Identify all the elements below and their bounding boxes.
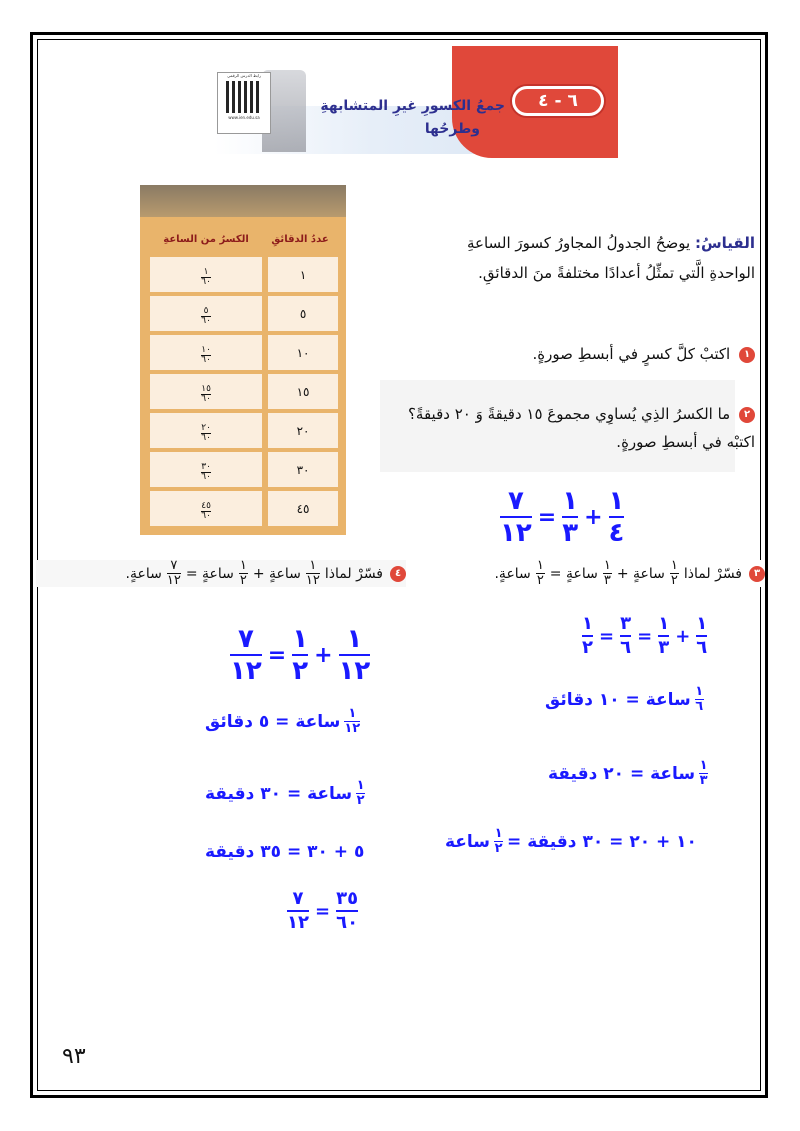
qr-caption: رابط الدرس الرقمي bbox=[227, 73, 261, 78]
q4-l4-frac1: ٧ ١٢ bbox=[287, 888, 309, 933]
table-row bbox=[150, 257, 338, 292]
q3-eq-frac1: ١ ٢ bbox=[582, 613, 593, 658]
q4-text-c: ساعةٍ = bbox=[185, 565, 234, 582]
hour-fraction: $\frac{٥}{٦٠}$ bbox=[201, 305, 211, 326]
q4-answer-line3 bbox=[205, 842, 364, 862]
lesson-title-line2: وطرحُها bbox=[424, 121, 480, 137]
table-row bbox=[150, 491, 338, 526]
hour-fraction: $\frac{٢٠}{٦٠}$ bbox=[201, 422, 211, 443]
minutes-cell: ١٥ bbox=[262, 374, 338, 409]
q3-l3-post: ساعة bbox=[445, 831, 491, 852]
minutes-cell: ٣٠ bbox=[262, 452, 338, 487]
q1-number-badge: ١ bbox=[739, 347, 755, 363]
q4-text-b: ساعةٍ + bbox=[252, 565, 301, 582]
q4-eq-frac2: ١ ٢ bbox=[292, 624, 309, 686]
q3-frac-1-3: ١ ٣ bbox=[603, 558, 611, 588]
lesson-title-line1: جمعُ الكسورِ غيرِ المتشابهةِ bbox=[320, 98, 505, 114]
q4-answer-line1 bbox=[205, 708, 362, 735]
q4-l2-text: ساعة = ٣٠ دقيقة bbox=[205, 783, 353, 804]
table-row bbox=[150, 413, 338, 448]
question-2 bbox=[395, 400, 755, 456]
fraction-cell bbox=[150, 296, 262, 331]
fraction-cell bbox=[150, 374, 262, 409]
question-4 bbox=[36, 560, 406, 587]
page-number: ٩٣ bbox=[62, 1044, 86, 1069]
lesson-number-badge: ٦ - ٤ bbox=[512, 86, 604, 116]
q3-l2-text: ساعة = ٢٠ دقيقة bbox=[548, 763, 696, 784]
question-1 bbox=[470, 340, 755, 368]
q3-eq-frac3: ١ ٣ bbox=[658, 613, 670, 658]
minutes-cell: ١٠ bbox=[262, 335, 338, 370]
q3-number-badge: ٣ bbox=[749, 566, 765, 582]
minutes-cell: ٤٥ bbox=[262, 491, 338, 526]
hour-fraction: $\frac{١}{٦٠}$ bbox=[201, 266, 211, 287]
q4-l1-text: ساعة = ٥ دقائق bbox=[205, 711, 341, 732]
q3-l3-frac: ١ ٢ bbox=[494, 826, 503, 856]
question-3 bbox=[395, 560, 765, 587]
q4-frac-1-2: ١ ٢ bbox=[239, 558, 247, 588]
q3-l3-pre: ١٠ + ٢٠ = ٣٠ دقيقة = bbox=[507, 831, 697, 852]
intro-keyword: القياسُ: bbox=[694, 234, 755, 252]
q4-number-badge: ٤ bbox=[390, 566, 406, 582]
hour-fraction: $\frac{١٥}{٦٠}$ bbox=[201, 383, 211, 404]
q2-frac-1-3: ١ ٣ bbox=[562, 486, 579, 548]
q3-frac-1-2: ١ ٢ bbox=[670, 558, 678, 588]
minutes-cell: ١ bbox=[262, 257, 338, 292]
q3-l1-frac: ١ ٦ bbox=[695, 684, 704, 714]
q4-eq-frac3: ١ ١٢ bbox=[338, 624, 371, 686]
hour-fraction: $\frac{٣٠}{٦٠}$ bbox=[201, 461, 211, 482]
hour-fraction: $\frac{١٠}{٦٠}$ bbox=[201, 344, 211, 365]
q2-text: ما الكسرُ الذِي يُساوِي مجموعَ ١٥ دقيقةً وَ ٢٠ دقيقةً؟ اكتبْه في أبسطِ صورةٍ. bbox=[407, 405, 755, 451]
q3-answer-line2 bbox=[548, 760, 710, 787]
col-fraction-header: الكسرُ من الساعةِ bbox=[150, 225, 262, 253]
q4-answer-equation: ٧ ١٢ = ١ ٢ + ١ ١٢ bbox=[230, 624, 371, 686]
q3-eq-frac4: ١ ٦ bbox=[696, 613, 708, 658]
q2-frac-7-12: ٧ ١٢ bbox=[500, 486, 532, 548]
q3-text-c: ساعةٍ = bbox=[549, 565, 598, 582]
fraction-cell bbox=[150, 335, 262, 370]
minutes-table bbox=[150, 221, 338, 530]
q2-answer-equation: ٧ ١٢ = ١ ٣ + ١ ٤ bbox=[500, 486, 625, 548]
q3-text-d: ساعةٍ. bbox=[494, 565, 531, 582]
table-row bbox=[150, 452, 338, 487]
lesson-title bbox=[300, 95, 505, 141]
q2-frac-1-4: ١ ٤ bbox=[608, 486, 625, 548]
qr-card[interactable] bbox=[217, 72, 271, 134]
q4-l4-frac2: ٣٥ ٦٠ bbox=[336, 888, 359, 933]
q3-frac-1-2b: ١ ٢ bbox=[536, 558, 544, 588]
hour-fraction: $\frac{٤٥}{٦٠}$ bbox=[201, 500, 211, 521]
table-row bbox=[150, 374, 338, 409]
q3-answer-line1 bbox=[545, 686, 706, 713]
q4-text-a: فسّرْ لماذا bbox=[324, 565, 383, 582]
q4-l2-frac: ١ ٢ bbox=[356, 778, 365, 808]
q3-answer-line3 bbox=[445, 828, 697, 855]
table-row bbox=[150, 335, 338, 370]
intro-text: يوضحُ الجدولُ المجاورُ كسورَ الساعةِ الواحدةِ الَّتي تمثِّلُ أعدادًا مختلفةً منَ الدقائقِ. bbox=[466, 234, 755, 282]
table-header-image bbox=[140, 185, 346, 217]
table-row bbox=[150, 296, 338, 331]
minutes-table-panel bbox=[140, 185, 346, 535]
q4-l3-text: ٥ + ٣٠ = ٣٥ دقيقة bbox=[205, 842, 365, 862]
q4-answer-line2 bbox=[205, 780, 367, 807]
q4-answer-line4: ٧ ١٢ = ٣٥ ٦٠ bbox=[287, 888, 359, 933]
col-minutes-header: عددُ الدقائقِ bbox=[262, 225, 338, 253]
q3-l2-frac: ١ ٣ bbox=[699, 758, 708, 788]
q4-eq-frac1: ٧ ١٢ bbox=[230, 624, 262, 686]
q3-l1-text: ساعة = ١٠ دقائق bbox=[545, 689, 691, 710]
q4-text-d: ساعةٍ. bbox=[125, 565, 162, 582]
minutes-cell: ٢٠ bbox=[262, 413, 338, 448]
fraction-cell bbox=[150, 257, 262, 292]
q3-eq-frac2: ٣ ٦ bbox=[620, 613, 632, 658]
qr-url: www.ien.edu.sa bbox=[228, 115, 260, 120]
q4-frac-1-12: ١ ١٢ bbox=[305, 558, 320, 588]
qr-code-icon bbox=[226, 81, 262, 113]
minutes-cell: ٥ bbox=[262, 296, 338, 331]
q3-answer-equation: ١ ٢ = ٣ ٦ = ١ ٣ + ١ ٦ bbox=[582, 613, 708, 658]
q3-text-a: فسّرْ لماذا bbox=[683, 565, 742, 582]
q2-number-badge: ٢ bbox=[739, 407, 755, 423]
q4-frac-7-12: ٧ ١٢ bbox=[166, 558, 181, 588]
fraction-cell bbox=[150, 491, 262, 526]
fraction-cell bbox=[150, 452, 262, 487]
q4-l1-frac: ١ ١٢ bbox=[344, 706, 361, 736]
q1-text: اكتبْ كلَّ كسرٍ في أبسطِ صورةٍ. bbox=[532, 345, 731, 363]
fraction-cell bbox=[150, 413, 262, 448]
intro-paragraph bbox=[420, 228, 755, 288]
q3-text-b: ساعةٍ + bbox=[616, 565, 665, 582]
